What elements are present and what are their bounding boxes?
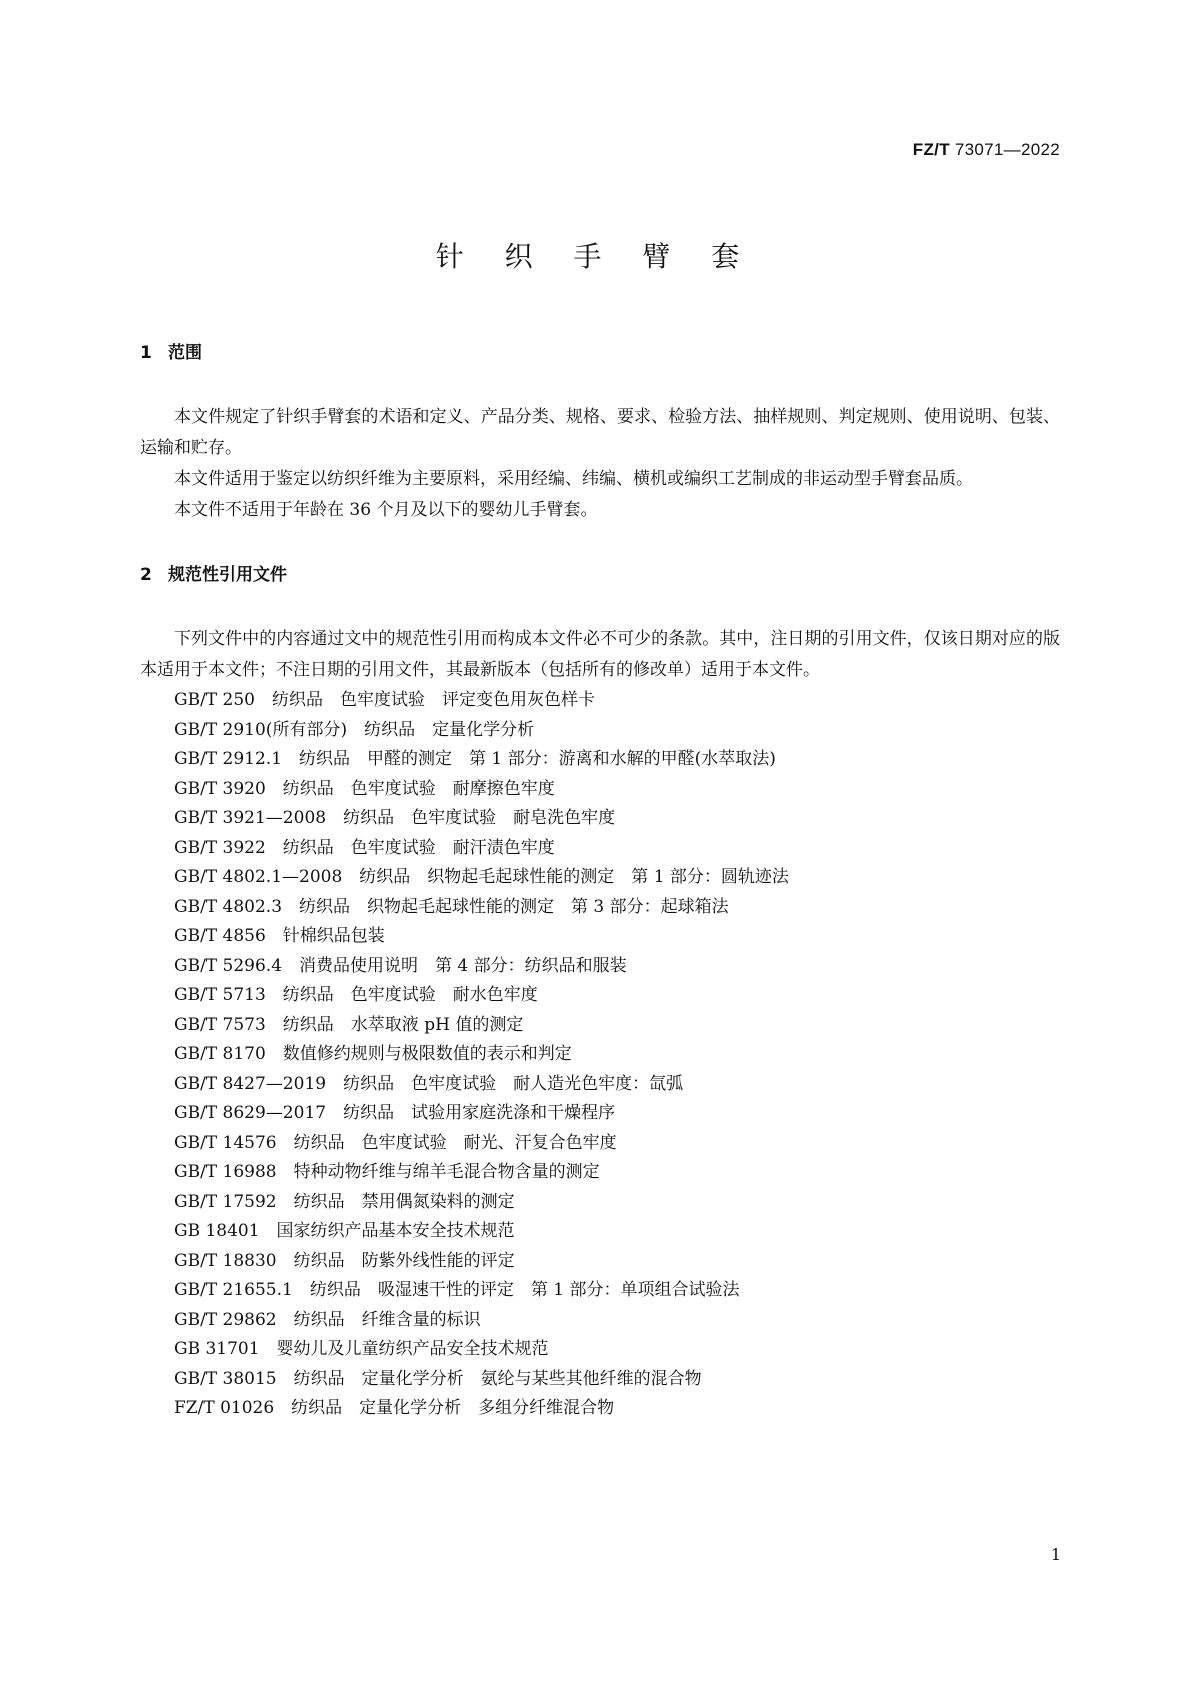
- document-body: [140, 340, 1060, 1424]
- reference-item: GB/T 5296.4 消费品使用说明 第 4 部分：纺织品和服装: [174, 955, 627, 976]
- reference-item: GB 31701 婴幼儿及儿童纺织产品安全技术规范: [174, 1339, 549, 1359]
- section-number: 2: [140, 565, 152, 585]
- paragraph: 本文件规定了针织手臂套的术语和定义、产品分类、规格、要求、检验方法、抽样规则、判定规则、使用说明、包装、运输和贮存。: [140, 407, 1060, 458]
- reference-item: GB/T 16988 特种动物纤维与绵羊毛混合物含量的测定: [174, 1162, 600, 1182]
- reference-item: GB/T 4802.1—2008 纺织品 织物起毛起球性能的测定 第 1 部分：圆轨迹法: [174, 867, 789, 887]
- reference-item: FZ/T 01026 纺织品 定量化学分析 多组分纤维混合物: [174, 1398, 615, 1418]
- paragraph: 本文件适用于鉴定以纺织纤维为主要原料，采用经编、纬编、横机或编织工艺制成的非运动型手臂套品质。: [174, 469, 973, 489]
- section-heading-normative-references: [140, 562, 1060, 588]
- standard-prefix: FZ/T: [912, 140, 950, 159]
- reference-item: GB/T 4802.3 纺织品 织物起毛起球性能的测定 第 3 部分：起球箱法: [174, 896, 729, 917]
- reference-item: GB/T 3922 纺织品 色牢度试验 耐汗渍色牢度: [174, 837, 555, 858]
- reference-item: GB/T 8629—2017 纺织品 试验用家庭洗涤和干燥程序: [174, 1103, 616, 1123]
- reference-item: GB/T 3921—2008 纺织品 色牢度试验 耐皂洗色牢度: [174, 808, 616, 828]
- reference-item: GB/T 7573 纺织品 水萃取液 pH 值的测定: [174, 1014, 524, 1035]
- section-heading-scope: [140, 340, 1060, 366]
- reference-item: GB/T 5713 纺织品 色牢度试验 耐水色牢度: [174, 985, 538, 1005]
- section-title: 范围: [168, 343, 202, 363]
- section-title: 规范性引用文件: [168, 565, 287, 585]
- reference-item: GB/T 38015 纺织品 定量化学分析 氨纶与某些其他纤维的混合物: [174, 1368, 702, 1389]
- reference-item: GB/T 18830 纺织品 防紫外线性能的评定: [174, 1250, 515, 1271]
- reference-list: [140, 686, 1060, 1424]
- reference-item: GB/T 4856 针棉织品包装: [174, 926, 385, 946]
- paragraph: 下列文件中的内容通过文中的规范性引用而构成本文件必不可少的条款。其中，注日期的引用文件，仅该日期对应的版本适用于本文件；不注日期的引用文件，其最新版本（包括所有的修改单）适用于本文件。: [140, 629, 1060, 680]
- reference-item: GB/T 2912.1 纺织品 甲醛的测定 第 1 部分：游离和水解的甲醛(水萃取法): [174, 749, 776, 769]
- reference-item: GB/T 8427—2019 纺织品 色牢度试验 耐人造光色牢度：氙弧: [174, 1073, 684, 1094]
- reference-item: GB/T 8170 数值修约规则与极限数值的表示和判定: [174, 1044, 572, 1064]
- document-title: 针 织 手 臂 套: [435, 240, 756, 273]
- section-number: 1: [140, 343, 152, 363]
- reference-item: GB/T 2910(所有部分) 纺织品 定量化学分析: [174, 719, 535, 740]
- paragraph: 本文件不适用于年龄在 36 个月及以下的婴幼儿手臂套。: [174, 500, 598, 520]
- reference-item: GB/T 17592 纺织品 禁用偶氮染料的测定: [174, 1191, 515, 1212]
- page-number: 1: [1050, 1545, 1061, 1564]
- reference-item: GB 18401 国家纺织产品基本安全技术规范: [174, 1221, 515, 1241]
- reference-item: GB/T 3920 纺织品 色牢度试验 耐摩擦色牢度: [174, 778, 555, 799]
- standard-code: 73071—2022: [954, 140, 1060, 159]
- reference-item: GB/T 14576 纺织品 色牢度试验 耐光、汗复合色牢度: [174, 1132, 617, 1153]
- reference-item: GB/T 29862 纺织品 纤维含量的标识: [174, 1309, 481, 1330]
- reference-item: GB/T 250 纺织品 色牢度试验 评定变色用灰色样卡: [174, 690, 595, 710]
- reference-item: GB/T 21655.1 纺织品 吸湿速干性的评定 第 1 部分：单项组合试验法: [174, 1280, 740, 1300]
- standard-number: [913, 140, 1060, 160]
